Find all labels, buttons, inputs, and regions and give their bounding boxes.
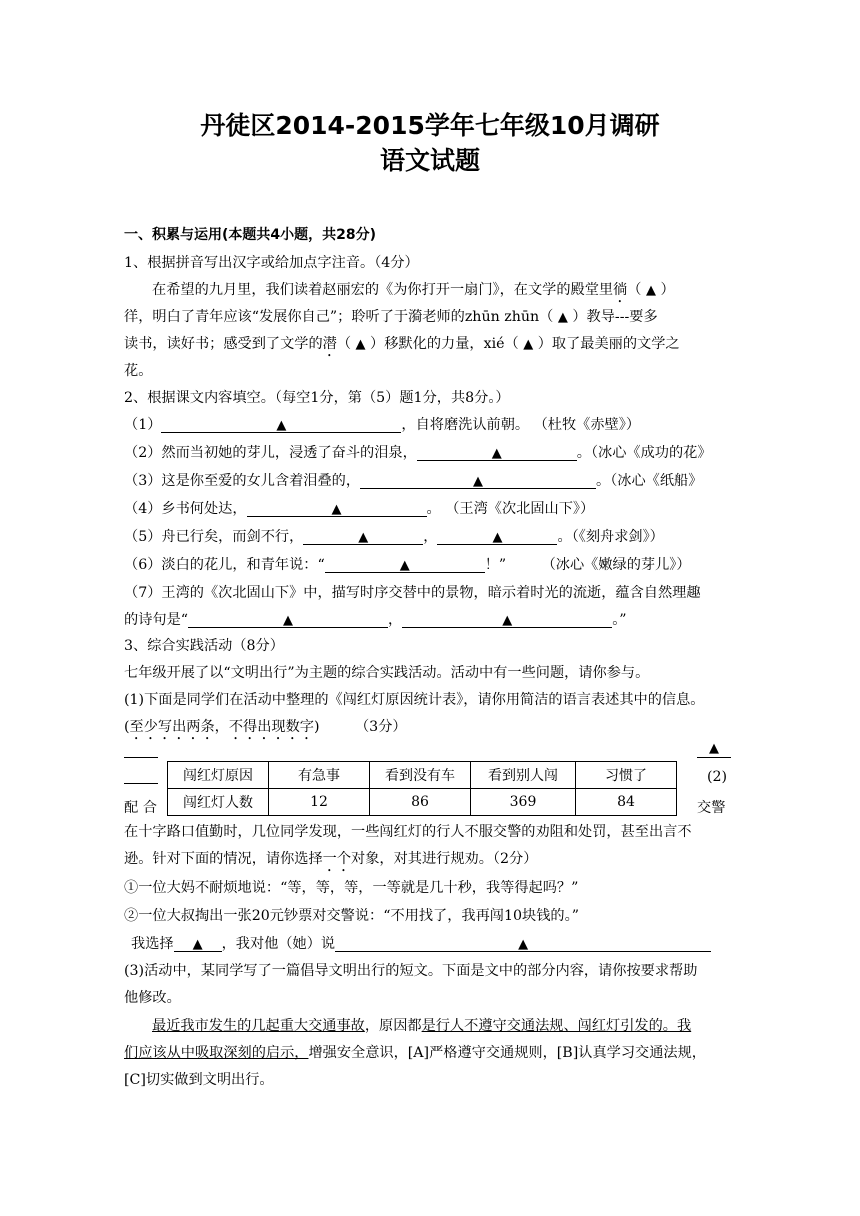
q2-item-7-line1: （7）王湾的《次北固山下》中，描写时序交替中的景物，暗示着时光的流逝，蕴含自然理趣 — [124, 585, 701, 601]
q1-prompt: 1、根据拼音写出汉字或给加点字注音。（4分） — [124, 255, 419, 271]
answer-line-left-2 — [124, 766, 158, 784]
red-light-stats-table — [167, 761, 677, 816]
section-heading: 一、积累与运用(本题共4小题，共28分) — [124, 227, 377, 243]
q3-passage-line1: 最近我市发生的几起重大交通事故，原因都是行人不遵守交通法规、闯红灯引发的。我 — [152, 1018, 692, 1034]
q3-option-1: ①一位大妈不耐烦地说：“等，等，等，一等就是几十秒，我等得起吗？” — [124, 880, 579, 896]
q3-prompt: 3、综合实践活动（8分） — [124, 638, 284, 654]
table-row: 闯红灯人数 12 86 369 84 — [168, 789, 677, 816]
q3-intro: 七年级开展了以“文明出行”为主题的综合实践活动。活动中有一些问题，请你参与。 — [124, 665, 650, 681]
q3-part2-lead-right: 交警 — [697, 800, 726, 816]
q2-item-1: （1） ▲ ，自将磨洗认前朝。 （杜牧《赤壁》） — [124, 417, 641, 433]
q3-part1-requirement: (至少写出两条，不得出现数字) （3分） — [124, 719, 407, 735]
exam-subtitle: 语文试题 — [379, 146, 480, 175]
q3-part3-prompt: (3)活动中，某同学写了一篇倡导文明出行的短文。下面是文中的部分内容，请你按要求帮助 — [124, 963, 698, 979]
q1-text-line1: 在希望的九月里，我们读着赵丽宏的《为你打开一扇门》，在文学的殿堂里徜（ ▲ ） — [152, 282, 675, 298]
exam-title: 丹徒区2014-2015学年七年级10月调研 — [200, 111, 660, 140]
q2-item-5: （5）舟已行矣，而剑不行， ▲ ， ▲ 。（《刻舟求剑》） — [124, 529, 664, 545]
q2-item-4: （4）乡书何处达， ▲ 。 （王湾《次北固山下》） — [124, 501, 595, 517]
table-row: 闯红灯原因 有急事 看到没有车 看到别人闯 习惯了 — [168, 762, 677, 789]
q2-item-7-line2: 的诗句是“ ▲ ， ▲ 。” — [124, 612, 627, 628]
q2-prompt: 2、根据课文内容填空。（每空1分，第（5）题1分，共8分。） — [124, 390, 510, 406]
q3-part1-prompt: (1)下面是同学们在活动中整理的《闯红灯原因统计表》，请你用简洁的语言表述其中的信息。 — [124, 692, 705, 708]
q3-part2-number: (2) — [707, 769, 728, 785]
q3-part3-prompt-cont: 他修改。 — [124, 990, 181, 1006]
q1-text-line3: 读书，读好书；感受到了文学的潜（ ▲ ）移默化的力量，xié（ ▲ ）取了最美丽的文学之 — [124, 336, 680, 352]
q1-text-line2: 徉，明白了青年应该“发展你自己”；聆听了于漪老师的zhūn zhūn（ ▲ ）教导---要多 — [124, 309, 658, 325]
q2-item-3: （3）这是你至爱的女儿含着泪叠的， ▲ 。（冰心《纸船》 — [124, 473, 703, 489]
q3-part2-answer: 我选择 ▲ ，我对他（她）说 ▲ — [131, 934, 741, 954]
q2-item-6: （6）淡白的花儿，和青年说：“ ▲ ！” （冰心《嫩绿的芽儿》） — [124, 557, 691, 573]
q3-passage-line3: [C]切实做到文明出行。 — [124, 1072, 274, 1088]
q3-part2-text2: 逊。针对下面的情况，请你选择一个对象，对其进行规劝。（2分） — [124, 851, 538, 867]
answer-marker: ▲ — [646, 283, 656, 298]
answer-line-left — [124, 740, 158, 758]
q3-part2-lead: 配 合 — [124, 800, 157, 816]
q3-passage-line2: 们应该从中吸取深刻的启示，增强安全意识，[A]严格遵守交通规则，[B]认真学习交通法规， — [124, 1045, 706, 1061]
q3-part2-text1: 在十字路口值勤时，几位同学发现，一些闯红灯的行人不服交警的劝阻和处罚，甚至出言不 — [124, 824, 692, 840]
answer-line-right: ▲ — [697, 740, 731, 758]
q2-item-2: （2）然而当初她的芽儿，浸透了奋斗的泪泉， ▲ 。（冰心《成功的花》 — [124, 445, 712, 461]
q3-option-2: ②一位大叔掏出一张20元钞票对交警说：“不用找了，我再闯10块钱的。” — [124, 908, 579, 924]
q1-text-line4: 花。 — [124, 363, 153, 379]
